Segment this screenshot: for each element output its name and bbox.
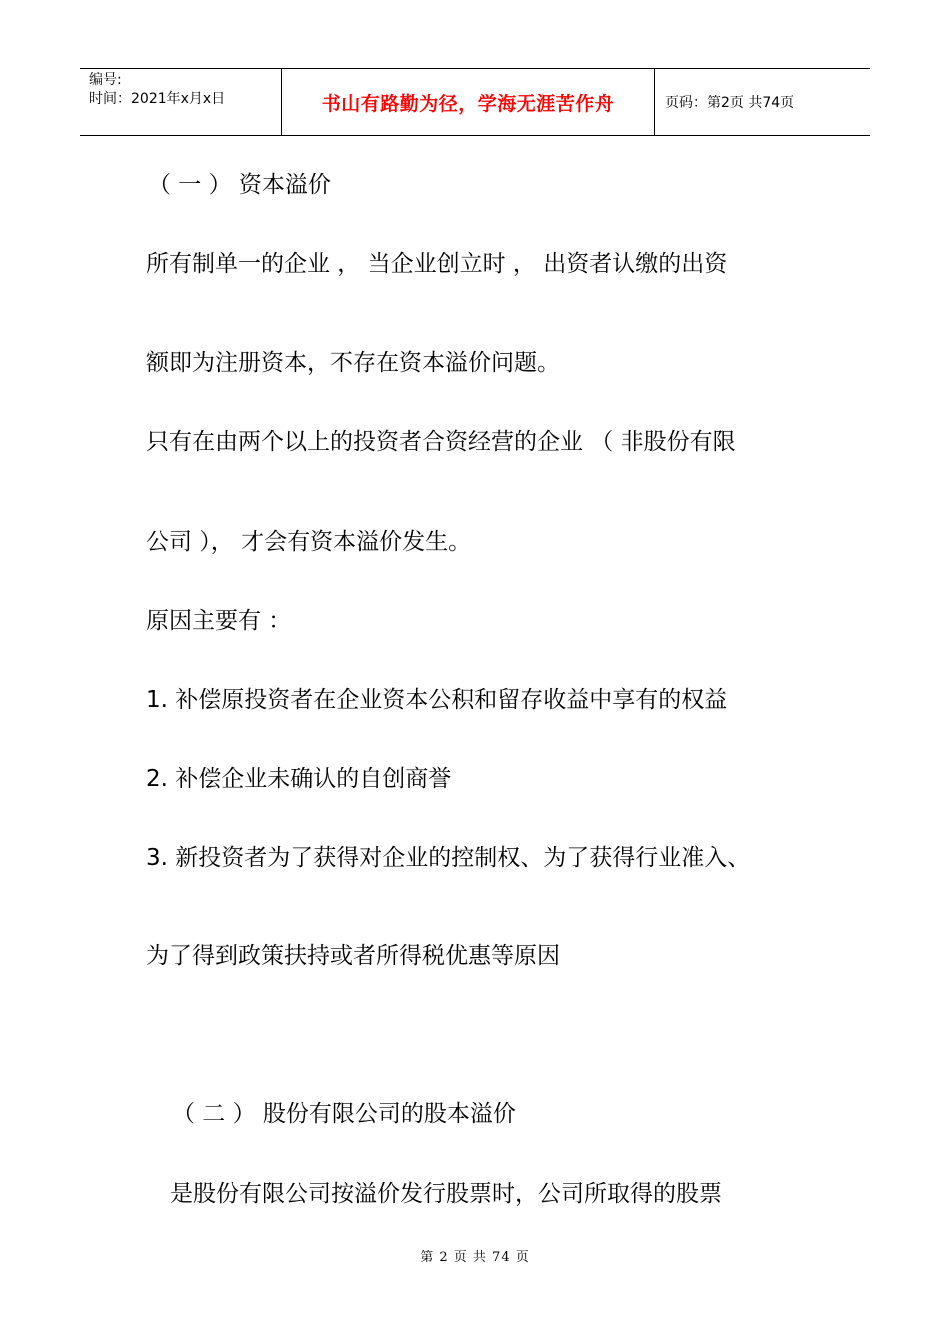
paragraph-line: 所有制单一的企业 ， 当企业创立时 ， 出资者认缴的出资 bbox=[146, 251, 728, 277]
header-motto-cell bbox=[282, 69, 655, 135]
paragraph-line: 只有在由两个以上的投资者合资经营的企业 （ 非股份有限 bbox=[146, 429, 736, 455]
header-page-info: 页码：第2页 共74页 bbox=[665, 95, 795, 111]
list-item: 3. 新投资者为了获得对企业的控制权、为了获得行业准入、 bbox=[146, 845, 751, 871]
paragraph-line: 是股份有限公司按溢价发行股票时，公司所取得的股票 bbox=[170, 1181, 722, 1207]
section-heading-2: （ 二 ） 股份有限公司的股本溢价 bbox=[172, 1101, 516, 1127]
header-page-cell bbox=[655, 69, 870, 135]
list-item: 1. 补偿原投资者在企业资本公积和留存收益中享有的权益 bbox=[146, 687, 728, 713]
paragraph-line: 额即为注册资本，不存在资本溢价问题。 bbox=[146, 350, 560, 376]
list-item: 2. 补偿企业未确认的自创商誉 bbox=[146, 766, 452, 792]
section-heading-1: （ 一 ） 资本溢价 bbox=[148, 172, 331, 198]
page-footer: 第 2 页 共 74 页 bbox=[420, 1250, 530, 1265]
header-motto: 书山有路勤为径，学海无涯苦作舟 bbox=[321, 92, 615, 115]
paragraph-line: 为了得到政策扶持或者所得税优惠等原因 bbox=[146, 943, 560, 969]
header-meta-cell bbox=[80, 69, 282, 135]
document-number-label: 编号: bbox=[89, 72, 122, 88]
document-date-label: 时间：2021年x月x日 bbox=[89, 91, 226, 107]
document-header bbox=[80, 68, 870, 136]
paragraph-line: 原因主要有 ： bbox=[146, 608, 292, 634]
paragraph-line: 公司 ）， 才会有资本溢价发生。 bbox=[146, 529, 472, 555]
